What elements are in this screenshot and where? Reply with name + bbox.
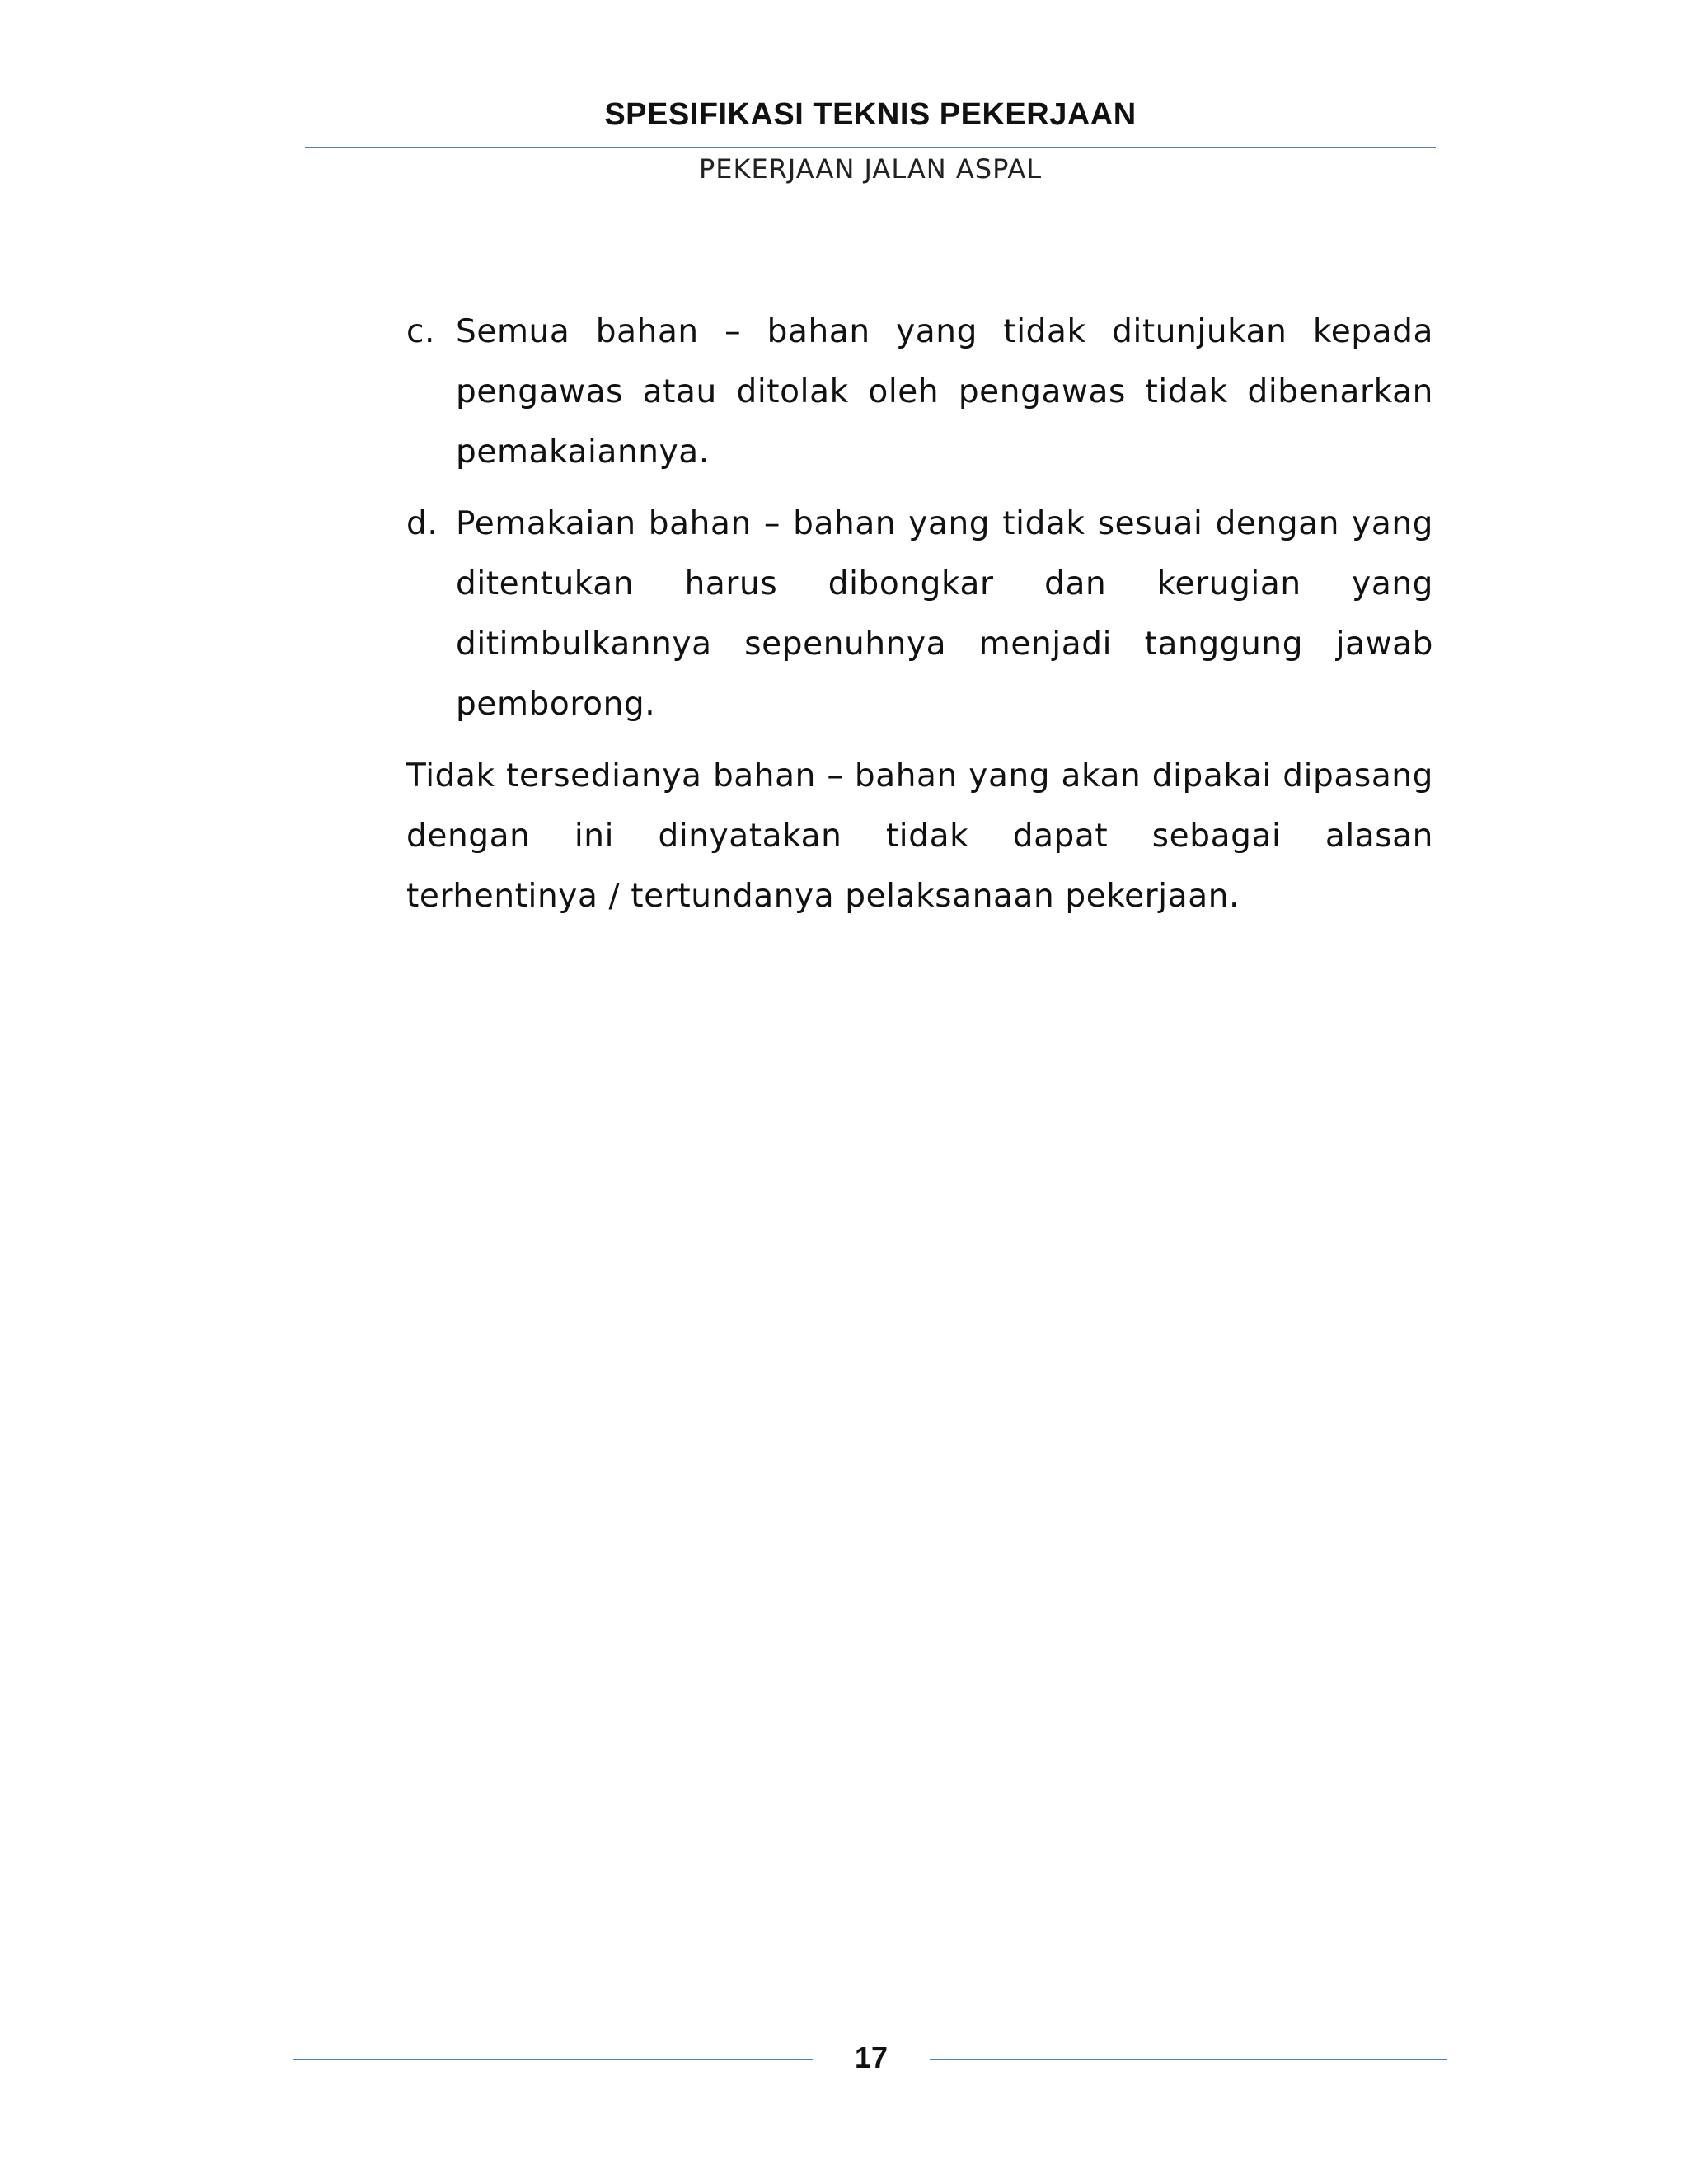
document-title: SPESIFIKASI TEKNIS PEKERJAAN <box>604 97 1137 132</box>
list-marker: d. <box>406 505 438 542</box>
closing-paragraph: Tidak tersedianya bahan – bahan yang akan dipakai dipasang dengan ini dinyatakan tidak dapat sebagai alasan terhentinya / tertundanya pelaksanaan pekerjaan. <box>406 757 1433 915</box>
list-item-text: Pemakaian bahan – bahan yang tidak sesuai dengan yang ditentukan harus dibongkar dan kerugian yang ditimbulkannya sepenuhnya menjadi tanggung jawab pemborong. <box>456 505 1433 723</box>
header-divider <box>305 147 1436 148</box>
document-subtitle: PEKERJAAN JALAN ASPAL <box>698 153 1043 185</box>
page-number: 17 <box>854 2041 889 2074</box>
list-marker: c. <box>406 313 436 350</box>
footer-divider-right <box>930 2059 1447 2060</box>
list-item-c <box>406 302 1433 482</box>
list-item-text: Semua bahan – bahan yang tidak ditunjukan kepada pengawas atau ditolak oleh pengawas tidak dibenarkan pemakaiannya. <box>456 313 1433 471</box>
list-item-d <box>406 494 1433 734</box>
footer-divider-left <box>293 2059 813 2060</box>
body-content <box>406 302 1433 926</box>
